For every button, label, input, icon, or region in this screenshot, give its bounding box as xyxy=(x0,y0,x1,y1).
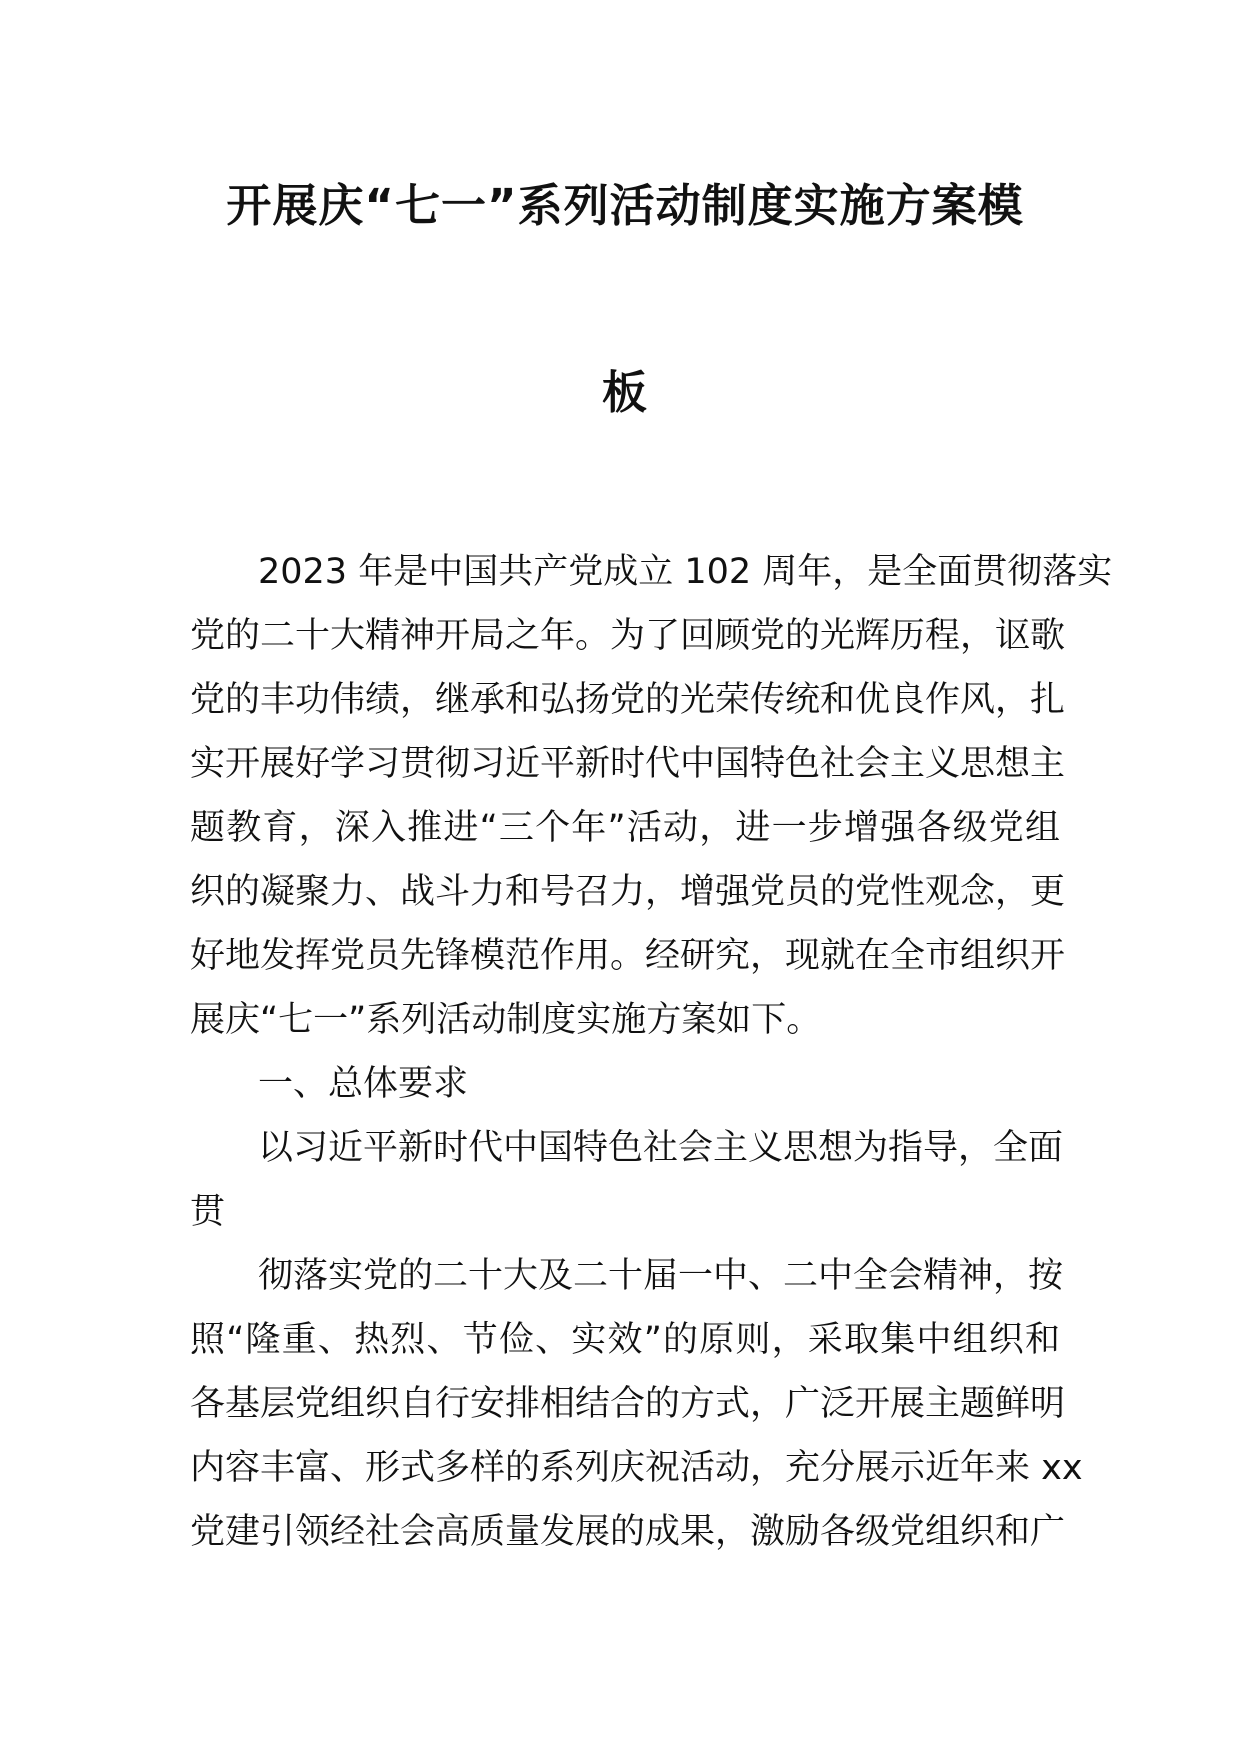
body-text-line: 党的丰功伟绩，继承和弘扬党的光荣传统和优良作风，扎 xyxy=(190,680,1066,720)
body-text-line: 各基层党组织自行安排相结合的方式，广泛开展主题鲜明 xyxy=(190,1384,1066,1424)
body-text-line: 好地发挥党员先锋模范作用。经研究，现就在全市组织开 xyxy=(190,936,1066,976)
document-body xyxy=(190,540,1113,1564)
body-text-line: 展庆“七一”系列活动制度实施方案如下。 xyxy=(190,1000,822,1040)
document-title-line-2: 板 xyxy=(601,366,648,419)
body-text-line: 一、总体要求 xyxy=(258,1064,469,1104)
body-text-line: 内容丰富、形式多样的系列庆祝活动，充分展示近年来 xx xyxy=(190,1448,1083,1488)
body-text-line: 贯 xyxy=(190,1192,226,1232)
document-title-line-1: 开展庆“七一”系列活动制度实施方案模 xyxy=(226,179,1024,232)
body-text-line: 题教育，深入推进“三个年”活动，进一步增强各级党组 xyxy=(190,808,1060,848)
body-text-line: 以习近平新时代中国特色社会主义思想为指导，全面 xyxy=(258,1128,1064,1168)
body-text-line: 党的二十大精神开局之年。为了回顾党的光辉历程，讴歌 xyxy=(190,616,1066,656)
body-text-line: 实开展好学习贯彻习近平新时代中国特色社会主义思想主 xyxy=(190,744,1066,784)
body-text-line: 照“隆重、热烈、节俭、实效”的原则，采取集中组织和 xyxy=(190,1320,1060,1360)
body-text-line: 彻落实党的二十大及二十届一中、二中全会精神，按 xyxy=(258,1256,1064,1296)
body-text-line: 2023 年是中国共产党成立 102 周年，是全面贯彻落实 xyxy=(258,552,1113,592)
body-text-line: 党建引领经社会高质量发展的成果，激励各级党组织和广 xyxy=(190,1512,1066,1552)
body-text-line: 织的凝聚力、战斗力和号召力，增强党员的党性观念，更 xyxy=(190,872,1066,912)
